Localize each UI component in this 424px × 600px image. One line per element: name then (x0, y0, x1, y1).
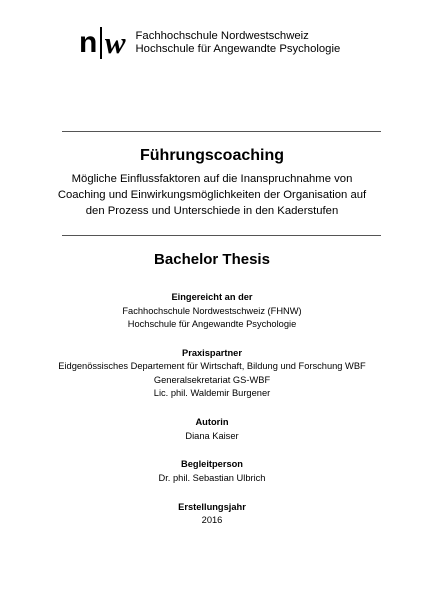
logo-divider (100, 27, 102, 59)
section-year (0, 501, 424, 528)
section-line: Hochschule für Angewandte Psychologie (127, 319, 297, 329)
logo-letter-w: w (104, 25, 126, 60)
section-supervisor (0, 458, 424, 485)
logo-mark (79, 27, 126, 59)
institution-name (136, 30, 341, 57)
institution-line-2: Hochschule für Angewandte Psychologie (135, 43, 341, 55)
section-heading: Begleitperson (181, 459, 243, 470)
fhnw-logo (79, 27, 340, 59)
logo-letter-n: n (79, 26, 97, 59)
subtitle-line: Mögliche Einflussfaktoren auf die Inanspruchnahme von (71, 173, 353, 185)
bottom-divider (62, 235, 381, 236)
section-heading: Praxispartner (182, 347, 242, 358)
section-heading: Erstellungsjahr (178, 501, 246, 512)
section-practice-partner (0, 347, 424, 401)
section-line: Diana Kaiser (185, 430, 239, 441)
section-author (0, 416, 424, 443)
subtitle-line: den Prozess und Unterschiede in den Kaderstufen (85, 204, 339, 217)
subtitle-line: Coaching und Einwirkungsmöglichkeiten der Organisation auf (57, 188, 367, 201)
section-line: Fachhochschule Nordwestschweiz (FHNW) (122, 305, 302, 316)
thesis-details (0, 291, 424, 543)
section-submitted-to (0, 291, 424, 332)
section-heading: Eingereicht an der (171, 292, 253, 302)
thesis-subtitle (0, 172, 424, 219)
top-divider (62, 131, 381, 132)
section-line: Eidgenössisches Departement für Wirtschaft, Bildung und Forschung WBF (58, 361, 366, 372)
section-line: Generalsekretariat GS-WBF (153, 374, 271, 385)
section-heading: Autorin (195, 417, 229, 428)
section-line: 2016 (201, 515, 223, 526)
section-line: Lic. phil. Waldemir Burgener (153, 388, 271, 399)
thesis-type: Bachelor Thesis (154, 251, 270, 268)
institution-line-1: Fachhochschule Nordwestschweiz (135, 29, 309, 42)
section-line: Dr. phil. Sebastian Ulbrich (158, 472, 266, 483)
thesis-title: Führungscoaching (140, 147, 284, 164)
